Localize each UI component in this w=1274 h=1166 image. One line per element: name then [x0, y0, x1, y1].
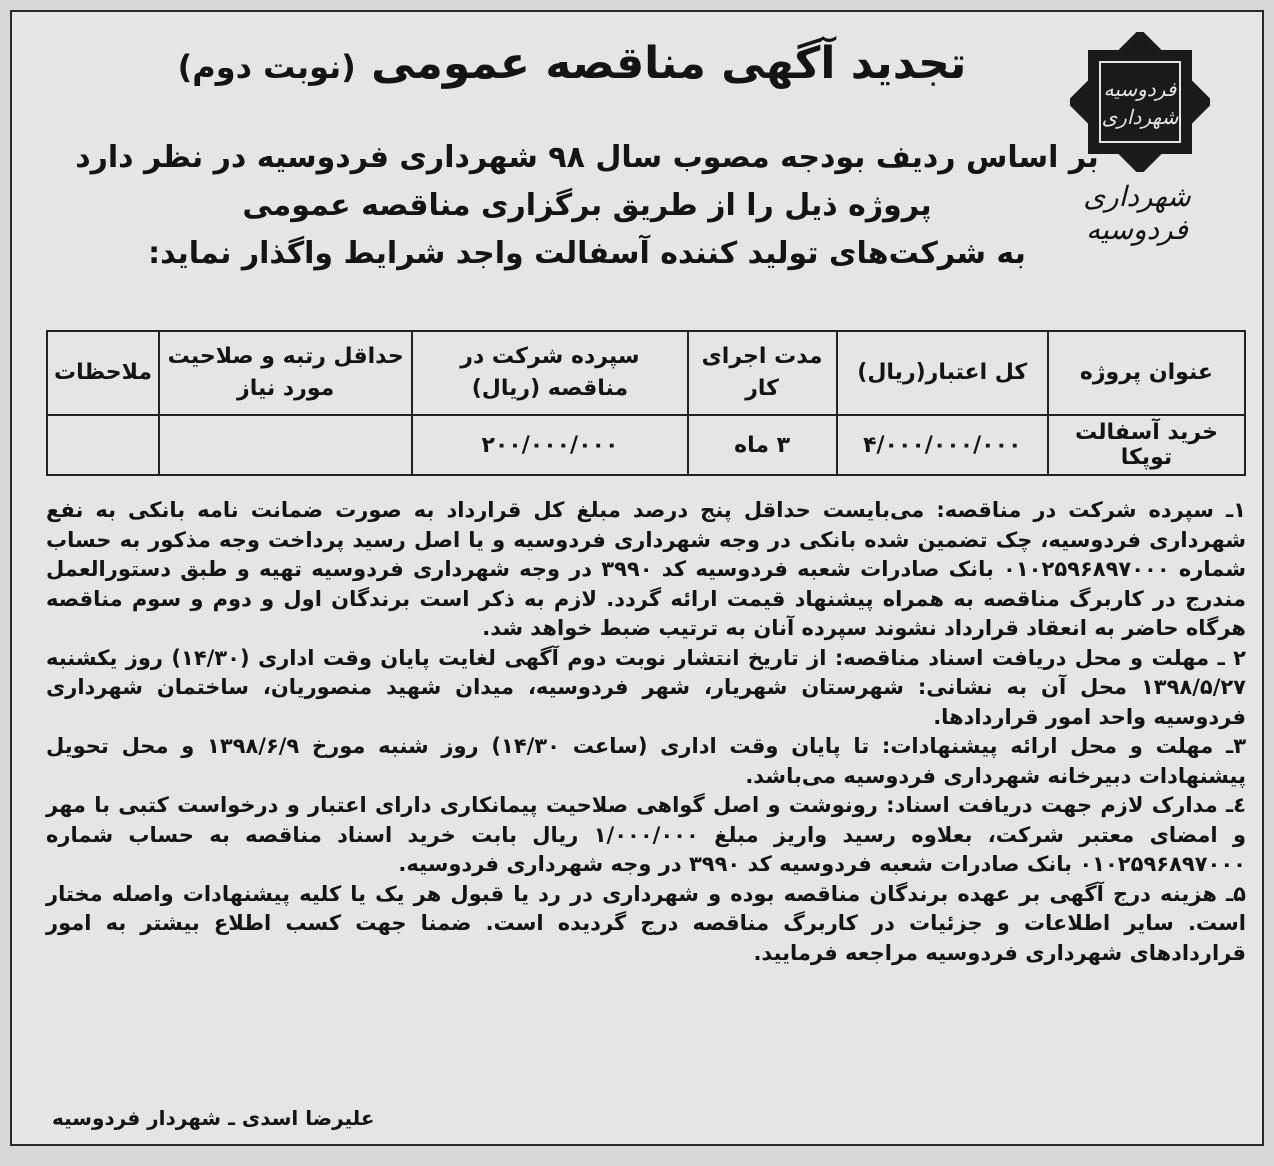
svg-text:فردوسیه: فردوسیه: [1103, 77, 1177, 101]
project-table: [46, 330, 1246, 476]
svg-text:شهرداری: شهرداری: [1101, 105, 1179, 129]
logo-caption: شهرداری فردوسیه: [1083, 180, 1191, 246]
intro-text: [72, 134, 1102, 278]
clause-proposal-submission: ۳ـ مهلت و محل ارائه پیشنهادات: تا پایان وقت اداری (ساعت ۱۴/۳۰) روز شنبه مورخ ۱۳۹۸/۶/۹ و محل تحویل پیشنهادات دبیرخانه شهرداری فردوسیه می‌باشد.: [46, 734, 1247, 788]
intro-line: به شرکت‌های تولید کننده آسفالت واجد شرایط واگذار نماید:: [148, 236, 1026, 271]
clause-fees-and-rights: ۵ـ هزینه درج آگهی بر عهده برندگان مناقصه بوده و شهرداری در رد یا قبول هر یک یا کلیه پیشنهادات واصله مختار است. سایر اطلاعات و جزئیات در کاربرگ مناقصه درج گردیده است. ضمنا جهت کسب اطلاع بیشتر به امور قراردادهای شهرداری فردوسیه مراجعه فرمایید.: [46, 881, 1246, 965]
header-total-budget: کل اعتبار(ریال): [837, 331, 1048, 415]
header-deposit: سپرده شرکت در مناقصه (ریال): [412, 331, 687, 415]
intro-line: بر اساس ردیف بودجه مصوب سال ۹۸ شهرداری فردوسیه در نظر دارد: [75, 140, 1099, 175]
cell-project-title: خرید آسفالت توپکا: [1048, 415, 1245, 475]
page-title: [162, 38, 982, 89]
title-main: تجدید آگهی مناقصه عمومی: [371, 38, 967, 89]
signature: علیرضا اسدی ـ شهردار فردوسیه: [52, 1106, 375, 1130]
table-header-row: [47, 331, 1245, 415]
cell-remarks: [47, 415, 159, 475]
cell-total-budget: ۴/۰۰۰/۰۰۰/۰۰۰: [837, 415, 1048, 475]
cell-min-grade: [159, 415, 412, 475]
table-row: [47, 415, 1245, 475]
clause-required-documents: ٤ـ مدارک لازم جهت دریافت اسناد: رونوشت و اصل گواهی صلاحیت پیمانکاری دارای اعتبار و درخواست کتبی با مهر و امضای معتبر شرکت، بعلاوه رسید واریز مبلغ ۱/۰۰۰/۰۰۰ ریال بابت خرید اسناد مناقصه به حساب شماره ۰۱۰۲۵۹۶۸۹۷۰۰۰ بانک صادرات شعبه فردوسیه کد ۳۹۹۰ در وجه شهرداری فردوسیه.: [46, 793, 1247, 876]
header-min-grade: حداقل رتبه و صلاحیت مورد نیاز: [159, 331, 412, 415]
header-remarks: ملاحظات: [47, 331, 159, 415]
cell-duration: ۳ ماه: [688, 415, 837, 475]
tender-notice: [10, 10, 1264, 1146]
title-round: (نوبت دوم): [177, 48, 356, 86]
clause-document-pickup: ۲ ـ مهلت و محل دریافت اسناد مناقصه: از تاریخ انتشار نوبت دوم آگهی لغایت پایان وقت اداری (۱۴/۳۰) روز یکشنبه ۱۳۹۸/۵/۲۷ محل آن به نشانی: شهرستان شهریار، شهر فردوسیه، میدان شهید منصوریان، ساختمان شهرداری فردوسیه واحد امور قراردادها.: [46, 645, 1246, 729]
header-duration: مدت اجرای کار: [688, 331, 837, 415]
header-project-title: عنوان پروژه: [1048, 331, 1245, 415]
cell-deposit: ۲۰۰/۰۰۰/۰۰۰: [412, 415, 687, 475]
clause-deposit: ۱ـ سپرده شرکت در مناقصه: می‌بایست حداقل پنج درصد مبلغ کل قرارداد به صورت ضمانت نامه بانکی به نفع شهرداری فردوسیه، چک تضمین شده بانکی در وجه شهرداری فردوسیه و یا اصل رسید پرداخت وجه مذکور به حساب شماره ۰۱۰۲۵۹۶۸۹۷۰۰۰ بانک صادرات شعبه فردوسیه کد ۳۹۹۰ در وجه شهرداری فردوسیه تهیه و طبق دستورالعمل مندرج در کاربرگ مناقصه به همراه پیشنهاد قیمت ارائه گردد. لازم به ذکر است برندگان اول و دوم و سوم مناقصه هرگاه حاضر به انعقاد قرارداد نشوند سپرده آنان به ترتیب ضبط خواهد شد.: [46, 498, 1246, 640]
conditions: [46, 496, 1246, 968]
intro-line: پروژه ذیل را از طریق برگزاری مناقصه عمومی: [242, 188, 932, 223]
